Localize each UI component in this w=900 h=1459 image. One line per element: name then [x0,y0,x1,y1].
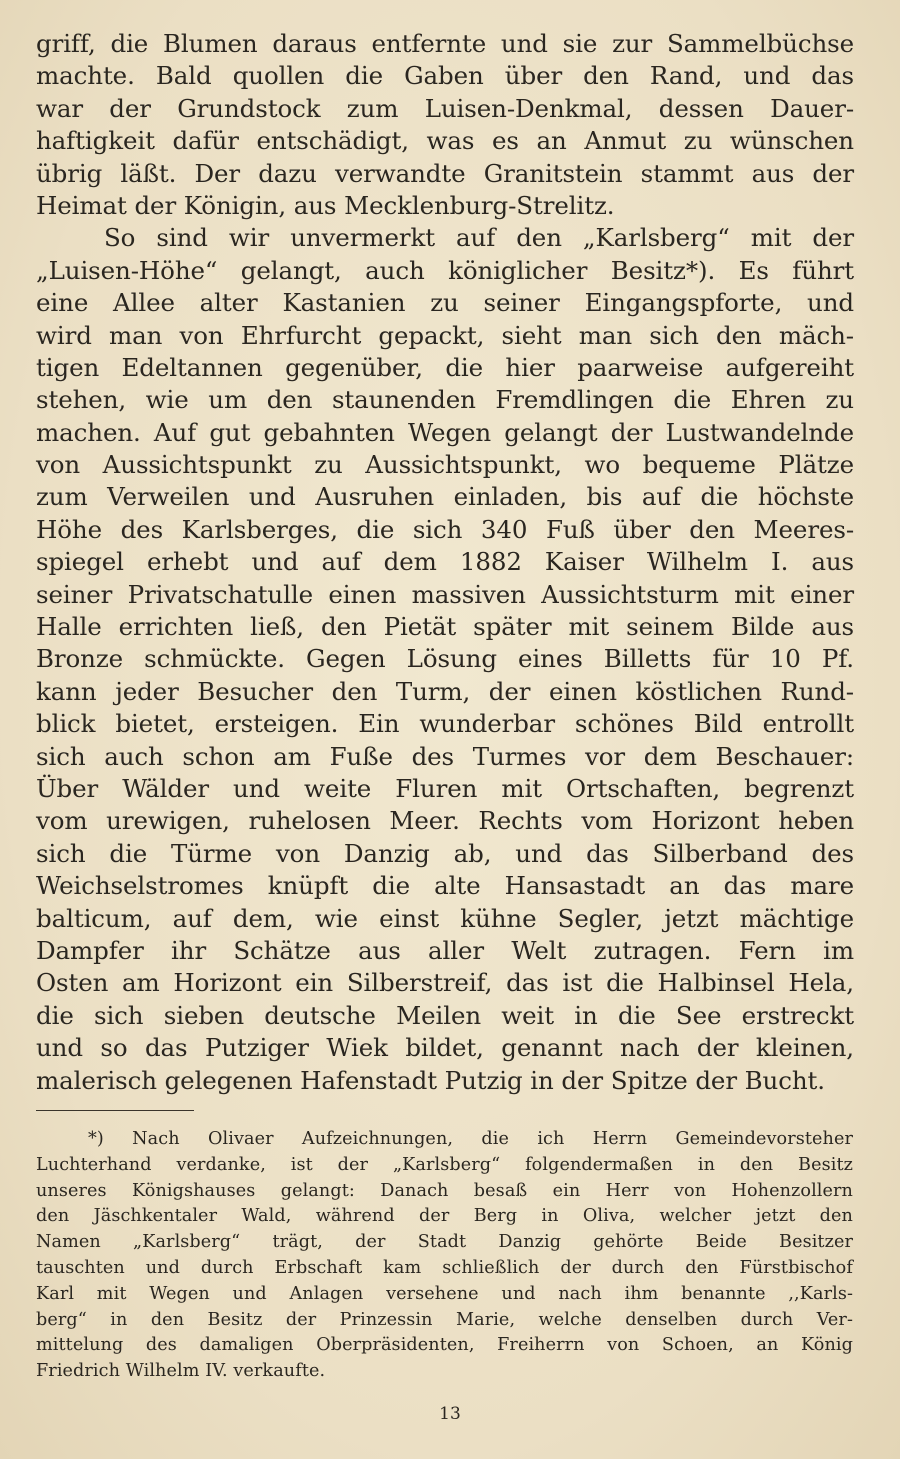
footnote-line: Namen „Karlsberg“ trägt, der Stadt Danzig gehörte Beide Besitzer [36,1232,853,1253]
body-line: Halle errichten ließ, den Pietät später mit seinem Bilde aus [36,612,854,642]
footnote-line: Friedrich Wilhelm IV. verkaufte. [36,1361,326,1382]
footnote-line: berg“ in den Besitz der Prinzessin Marie, welche denselben durch Ver- [36,1309,853,1330]
body-line: sich auch schon am Fuße des Turmes vor dem Beschauer: [36,741,854,771]
body-line: zum Verweilen und Ausruhen einladen, bis auf die höchste [36,482,854,512]
body-line: Heimat der Königin, aus Mecklenburg-Strelitz. [36,190,615,220]
body-line: So sind wir unvermerkt auf den „Karlsberg“ mit der [104,223,854,253]
body-line: Bronze schmückte. Gegen Lösung eines Billetts für 10 Pf. [36,644,854,674]
body-line: und so das Putziger Wiek bildet, genannt nach der kleinen, [36,1033,854,1063]
footnote-line: den Jäschkentaler Wald, während der Berg in Oliva, welcher jetzt den [36,1206,853,1227]
body-line: spiegel erhebt und auf dem 1882 Kaiser Wilhelm I. aus [36,547,854,577]
footnote-line: *) Nach Olivaer Aufzeichnungen, die ich Herrn Gemeindevorsteher [88,1129,853,1149]
footnote-line: unseres Königshauses gelangt: Danach besaß ein Herr von Hohenzollern [36,1180,853,1201]
footnote-line: mittelung des damaligen Oberpräsidenten, Freiherrn von Schoen, an König [36,1335,853,1356]
footnote-divider [36,1110,194,1111]
body-line: von Aussichtspunkt zu Aussichtspunkt, wo bequeme Plätze [36,450,854,480]
body-line: stehen, wie um den staunenden Fremdlingen die Ehren zu [36,385,854,415]
body-line: sich die Türme von Danzig ab, und das Silberband des [36,838,854,868]
body-line: die sich sieben deutsche Meilen weit in die See erstreckt [36,1000,854,1030]
body-line: Höhe des Karlsberges, die sich 340 Fuß über den Meeres- [36,514,854,544]
footnote-line: Luchterhand verdanke, ist der „Karlsberg“ folgendermaßen in den Besitz [36,1154,853,1175]
body-line: kann jeder Besucher den Turm, der einen köstlichen Rund- [36,676,854,706]
body-line: übrig läßt. Der dazu verwandte Granitstein stammt aus der [36,158,854,188]
body-line: seiner Privatschatulle einen massiven Aussichtsturm mit einer [36,579,854,609]
body-line: Über Wälder und weite Fluren mit Ortschaften, begrenzt [36,773,854,803]
body-line: eine Allee alter Kastanien zu seiner Eingangspforte, und [36,288,854,318]
page-number: 13 [439,1404,461,1424]
body-line: blick bietet, ersteigen. Ein wunderbar schönes Bild entrollt [36,709,854,739]
body-line: Osten am Horizont ein Silberstreif, das ist die Halbinsel Hela, [36,968,854,998]
body-line: Dampfer ihr Schätze aus aller Welt zutragen. Fern im [36,935,854,965]
body-line: griff, die Blumen daraus entfernte und sie zur Sammelbüchse [36,29,854,58]
body-line: balticum, auf dem, wie einst kühne Segler, jetzt mächtige [36,903,854,933]
body-text [36,28,854,1097]
body-line: machte. Bald quollen die Gaben über den Rand, und das [36,61,854,91]
body-line: „Luisen-Höhe“ gelangt, auch königlicher Besitz*). Es führt [36,255,854,285]
body-line: Weichselstromes knüpft die alte Hansastadt an das mare [36,871,854,901]
footnote-line: tauschten und durch Erbschaft kam schließlich der durch den Fürstbischof [36,1257,853,1278]
body-line: machen. Auf gut gebahnten Wegen gelangt der Lustwandelnde [36,417,854,447]
body-line: vom urewigen, ruhelosen Meer. Rechts vom Horizont heben [36,806,854,836]
body-line: malerisch gelegenen Hafenstadt Putzig in der Spitze der Bucht. [36,1065,825,1095]
body-line: war der Grundstock zum Luisen-Denkmal, dessen Dauer- [36,93,854,123]
body-line: haftigkeit dafür entschädigt, was es an Anmut zu wünschen [36,126,854,156]
footnote [36,1127,853,1385]
body-line: wird man von Ehrfurcht gepackt, sieht man sich den mäch- [36,320,854,350]
body-line: tigen Edeltannen gegenüber, die hier paarweise aufgereiht [36,352,854,382]
footnote-line: Karl mit Wegen und Anlagen versehene und nach ihm benannte ,,Karls- [36,1283,853,1304]
